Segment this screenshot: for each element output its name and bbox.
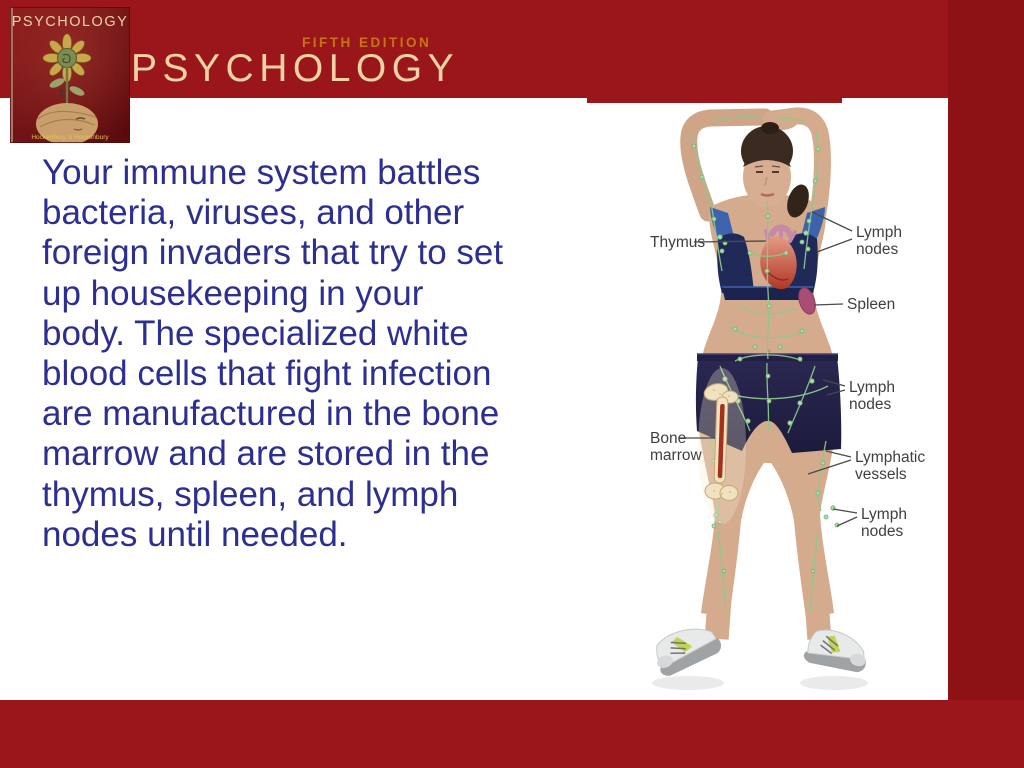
cover-title: PSYCHOLOGY [11, 14, 129, 30]
label-spleen: Spleen [847, 296, 896, 313]
label-lymph-nodes-bottom-2: nodes [861, 523, 904, 540]
body-line: blood cells that fight infection [42, 354, 492, 394]
label-lymph-nodes-top-2: nodes [856, 241, 899, 258]
label-lymph-nodes-mid: Lymph [849, 379, 895, 396]
edition-label: FIFTH EDITION [302, 35, 432, 50]
label-bone-marrow: Bone [650, 430, 687, 447]
body-line: foreign invaders that try to set [42, 233, 504, 273]
body-line: bacteria, viruses, and other [42, 193, 465, 233]
spleen-line [814, 304, 843, 305]
label-lymph-nodes-top: Lymph [856, 224, 902, 241]
lymphatic-system-figure [630, 101, 948, 701]
body-line: body. The specialized white [42, 313, 469, 353]
shadow-right [800, 676, 868, 690]
bone-marrow-illustration [698, 368, 746, 524]
hair-bun [761, 122, 779, 134]
body-line: are manufactured in the bone [42, 394, 500, 434]
body-line: up housekeeping in your [42, 273, 424, 313]
body-text [42, 153, 503, 555]
label-lymphatic-vessels: Lymphatic [855, 449, 926, 466]
body-line: Your immune system battles [42, 153, 481, 192]
body-line: marrow and are stored in the [42, 434, 490, 474]
bottom-red-band [0, 700, 1024, 768]
label-bone-marrow-2: marrow [650, 447, 702, 464]
body-line: nodes until needed. [42, 514, 348, 554]
label-lymph-nodes-mid-2: nodes [849, 396, 892, 413]
label-lymphatic-vessels-2: vessels [855, 466, 907, 483]
body-line: thymus, spleen, and lymph [42, 474, 459, 514]
cover-authors: Hockenbury & Hockenbury [31, 134, 109, 141]
label-thymus: Thymus [650, 234, 706, 251]
shadow-left [652, 676, 724, 690]
label-lymph-nodes-bottom: Lymph [861, 506, 907, 523]
woman-stretching-photo [649, 112, 872, 678]
page-title: PSYCHOLOGY [131, 47, 460, 90]
book-cover [10, 7, 130, 143]
right-red-band [948, 0, 1024, 768]
